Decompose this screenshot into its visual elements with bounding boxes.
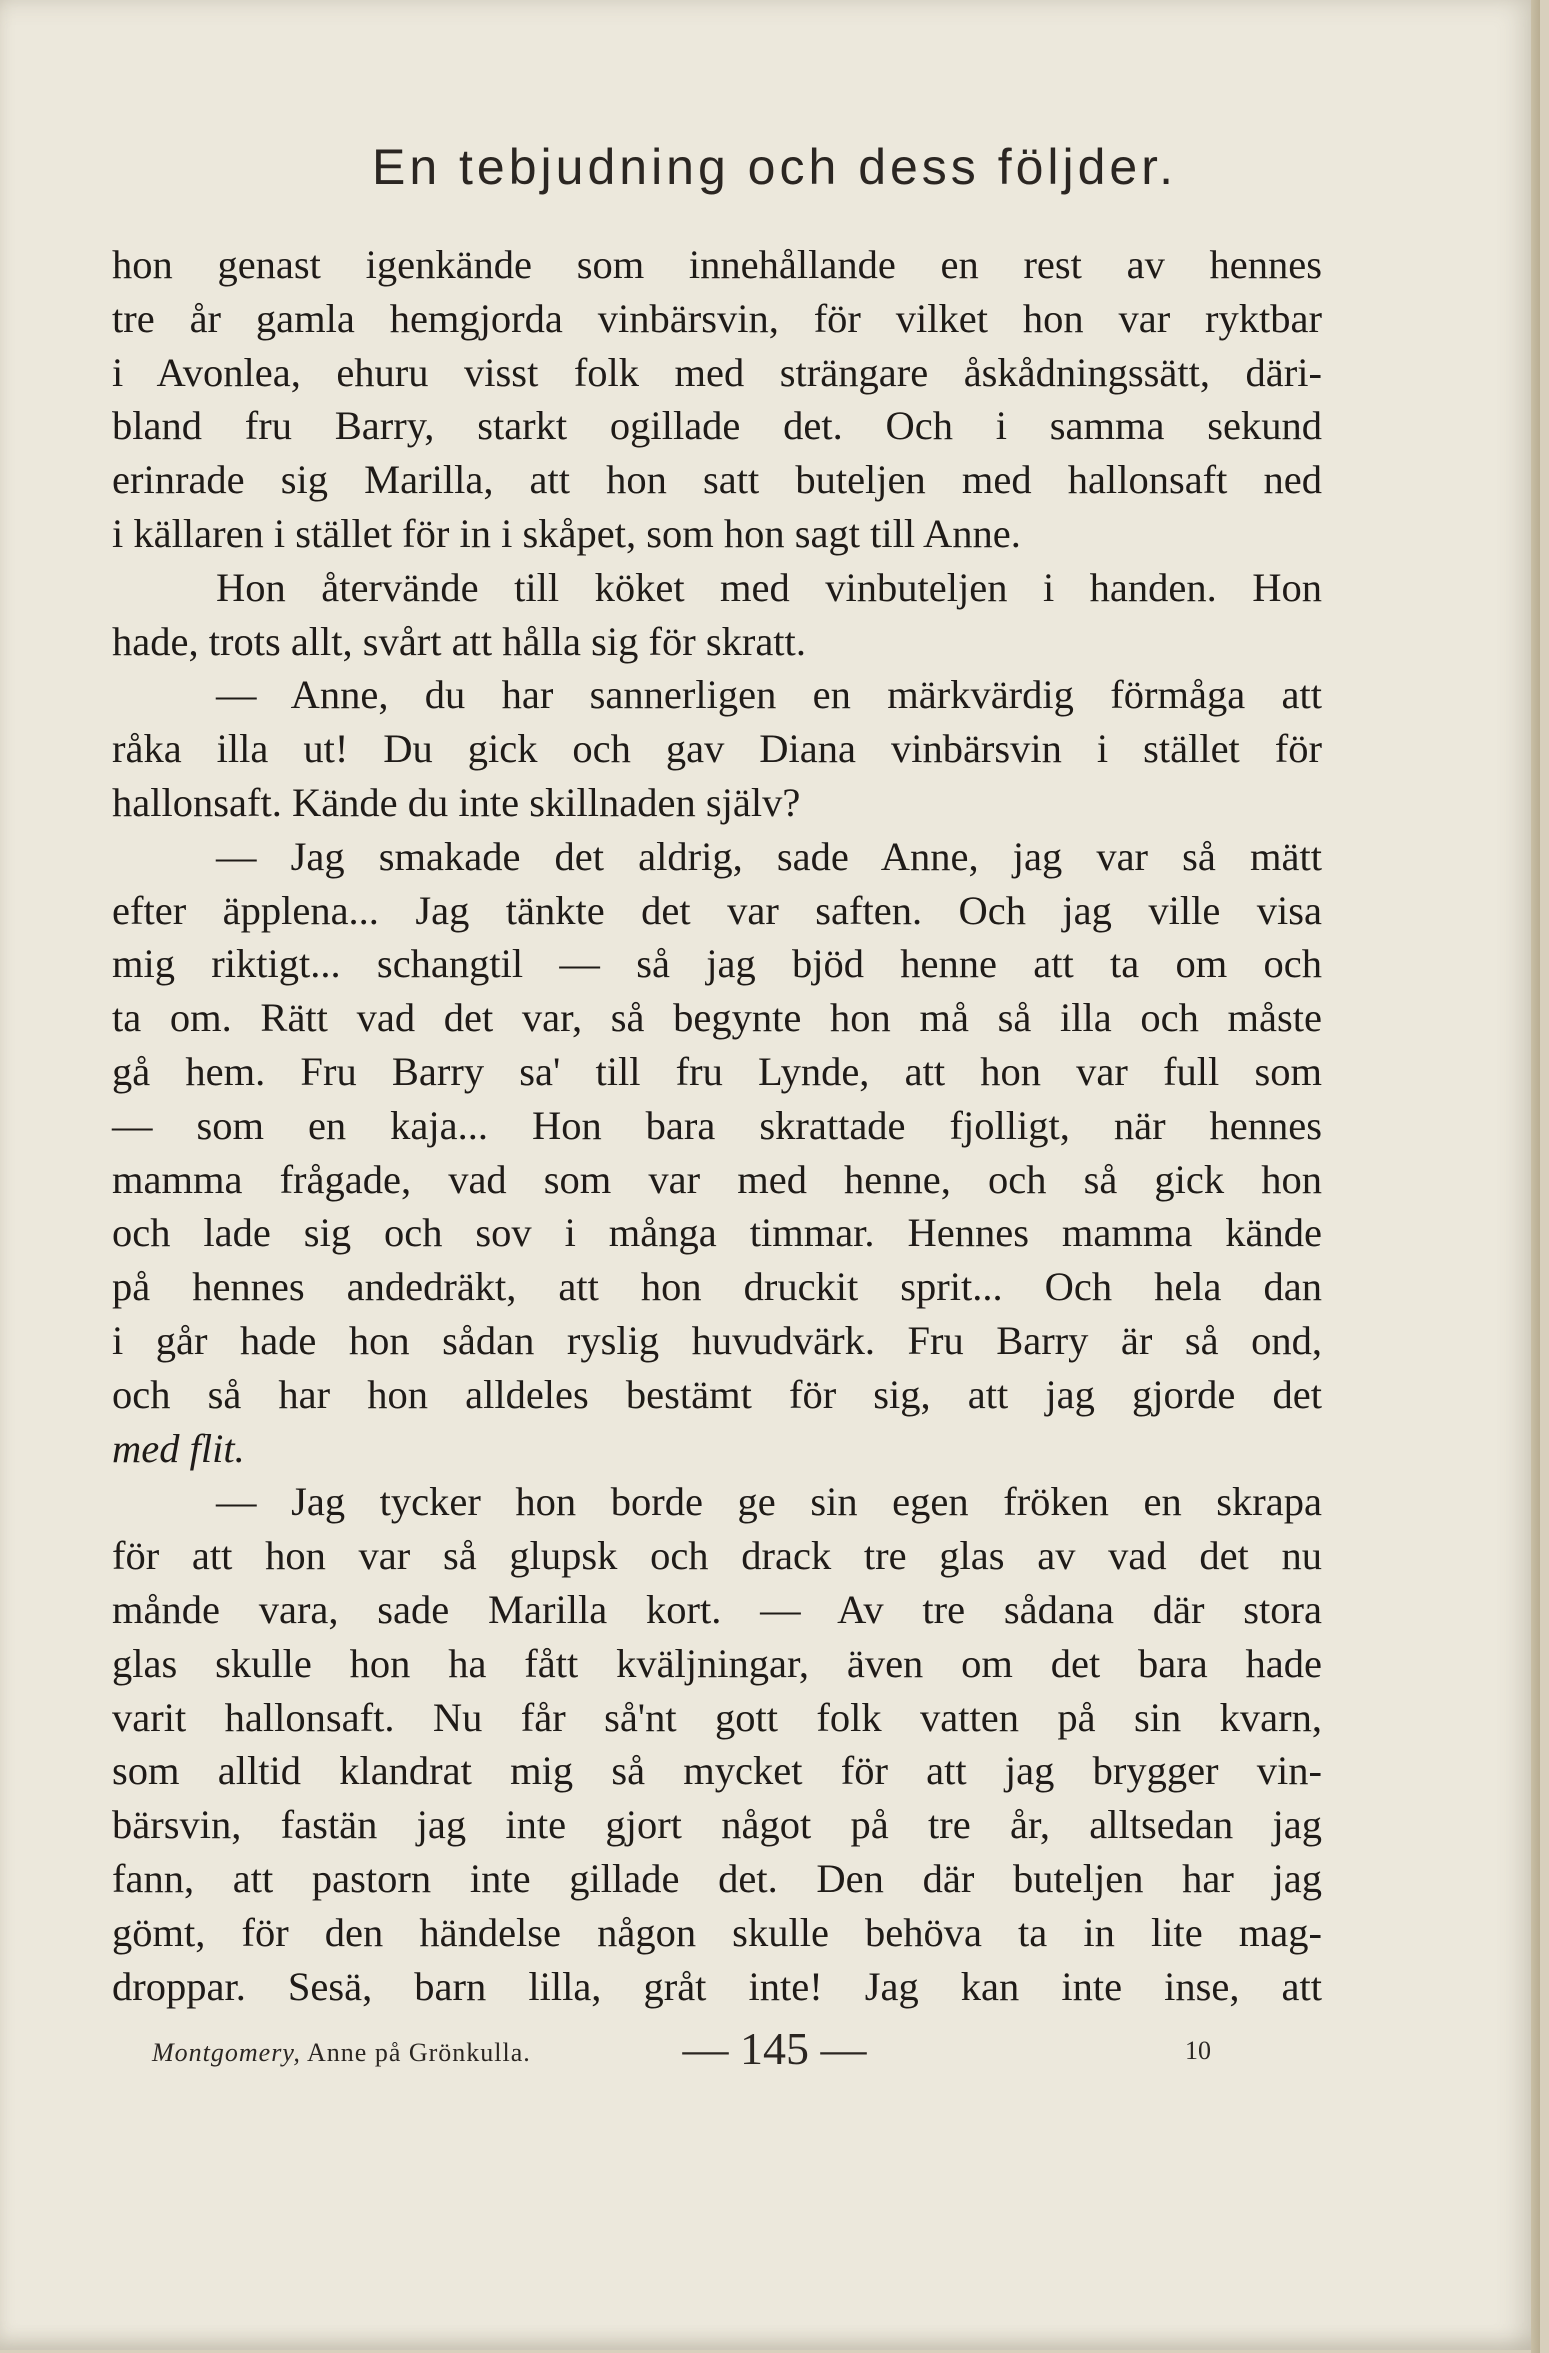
text-line: mamma frågade, vad som var med henne, och så gick hon (112, 1156, 1322, 1202)
text-line: mig riktigt... schangtil — så jag bjöd henne att ta om och (112, 941, 1322, 987)
text-line: varit hallonsaft. Nu får så'nt gott folk vatten på sin kvarn, (112, 1694, 1322, 1740)
text-line: gå hem. Fru Barry sa' till fru Lynde, att hon var full som (112, 1048, 1322, 1094)
text-line: — Anne, du har sannerligen en märkvärdig förmåga att (216, 672, 1322, 718)
text-line: och så har hon alldeles bestämt för sig, att jag gjorde det (112, 1371, 1322, 1417)
page-number: — 145 — (682, 2023, 867, 2074)
text-line: för att hon var så glupsk och drack tre glas av vad det nu (112, 1533, 1322, 1579)
page-edge (1531, 0, 1540, 2353)
text-line: hade, trots allt, svårt att hålla sig för skratt. (112, 618, 806, 664)
text-line: — Jag smakade det aldrig, sade Anne, jag var så mätt (216, 833, 1322, 879)
footer-author: Montgomery, (152, 2038, 301, 2067)
text-line: i Avonlea, ehuru visst folk med strängare åskådningssätt, däri- (112, 349, 1322, 395)
text-line: bärsvin, fastän jag inte gjort något på tre år, alltsedan jag (112, 1802, 1322, 1848)
body-text (112, 238, 1322, 2013)
text-line: glas skulle hon ha fått kväljningar, även om det bara hade (112, 1640, 1322, 1686)
text-line: — som en kaja... Hon bara skrattade fjolligt, när hennes (112, 1102, 1322, 1148)
footer-book-title: Anne på Grönkulla. (307, 2038, 531, 2067)
text-line: råka illa ut! Du gick och gav Diana vinbärsvin i stället för (112, 726, 1322, 772)
text-line: Hon återvände till köket med vinbuteljen i handen. Hon (216, 564, 1322, 610)
text-line: gömt, för den händelse någon skulle behöva ta in lite mag- (112, 1909, 1322, 1955)
text-line: med flit. (112, 1425, 245, 1471)
text-line: hallonsaft. Kände du inte skillnaden själv? (112, 779, 801, 825)
text-line: i källaren i stället för in i skåpet, som hon sagt till Anne. (112, 510, 1021, 556)
text-line: droppar. Sesä, barn lilla, gråt inte! Jag kan inte inse, att (112, 1963, 1322, 2009)
text-line: i går hade hon sådan ryslig huvudvärk. Fru Barry är så ond, (112, 1317, 1322, 1363)
text-line: på hennes andedräkt, att hon druckit sprit... Och hela dan (112, 1264, 1322, 1310)
running-header: En tebjudning och dess följder. (371, 139, 1178, 195)
text-line: fann, att pastorn inte gillade det. Den där buteljen har jag (112, 1855, 1322, 1901)
text-line: ta om. Rätt vad det var, så begynte hon må så illa och måste (112, 995, 1322, 1041)
text-line: tre år gamla hemgjorda vinbärsvin, för vilket hon var ryktbar (112, 295, 1322, 341)
text-line: som alltid klandrat mig så mycket för att jag brygger vin- (112, 1748, 1322, 1794)
signature-mark: 10 (1185, 2036, 1211, 2065)
text-line: månde vara, sade Marilla kort. — Av tre sådana där stora (112, 1586, 1322, 1632)
text-line: efter äpplena... Jag tänkte det var saften. Och jag ville visa (112, 887, 1322, 933)
text-line: erinrade sig Marilla, att hon satt buteljen med hallonsaft ned (112, 457, 1322, 503)
text-line: — Jag tycker hon borde ge sin egen fröken en skrapa (216, 1479, 1322, 1525)
page-footer (0, 2022, 1549, 2082)
text-line: hon genast igenkände som innehållande en rest av hennes (112, 242, 1322, 287)
text-line: bland fru Barry, starkt ogillade det. Och i samma sekund (112, 403, 1322, 449)
text-line: och lade sig och sov i många timmar. Hennes mamma kände (112, 1210, 1322, 1256)
